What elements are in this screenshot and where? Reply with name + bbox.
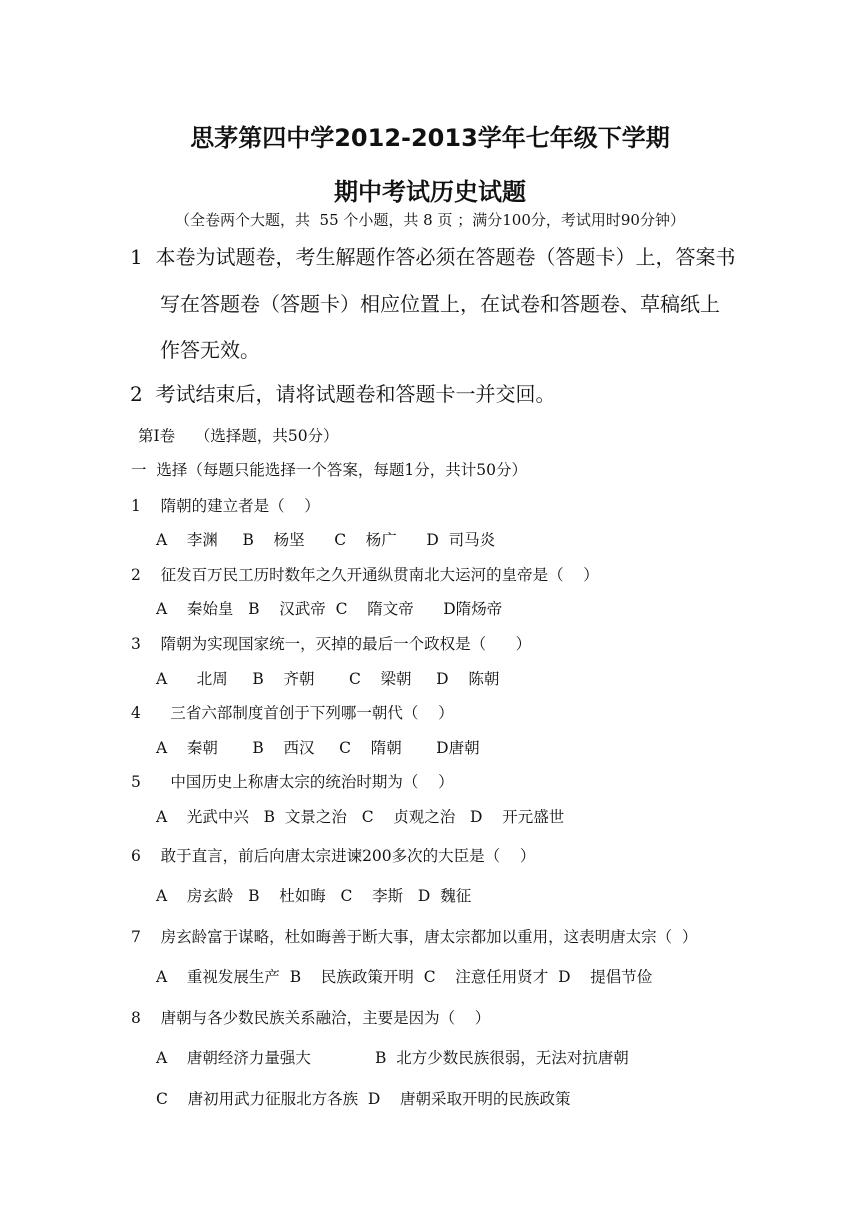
- note-1: 1 本卷为试题卷，考生解题作答必须在答题卷（答题卡）上，答案书: [130, 245, 736, 269]
- note-1-cont-2: 作答无效。: [160, 338, 260, 362]
- question-1-options: A 李渊 B 杨坚 C 杨广 D 司马炎: [156, 531, 496, 549]
- question-5-options: A 光武中兴 B 文景之治 C 贞观之治 D 开元盛世: [156, 808, 565, 826]
- question-4: 4 三省六部制度首创于下列哪一朝代（ ）: [131, 704, 454, 722]
- section-label: 一 选择（每题只能选择一个答案，每题1分，共计50分）: [131, 461, 527, 479]
- title-line-1: 思茅第四中学2012-2013学年七年级下学期: [190, 124, 670, 152]
- question-2: 2 征发百万民工历时数年之久开通纵贯南北大运河的皇帝是（ ）: [131, 566, 599, 584]
- note-2: 2 考试结束后，请将试题卷和答题卡一并交回。: [130, 382, 556, 406]
- question-7: 7 房玄龄富于谋略，杜如晦善于断大事，唐太宗都加以重用，这表明唐太宗（ ）: [131, 928, 698, 946]
- question-8-options-ab: A 唐朝经济力量强大 B 北方少数民族很弱，无法对抗唐朝: [156, 1049, 629, 1067]
- question-3: 3 隋朝为实现国家统一，灭掉的最后一个政权是（ ）: [131, 635, 532, 653]
- subtitle: （全卷两个大题，共 55 个小题，共 8 页 ；满分100分，考试用时90分钟）: [175, 211, 685, 229]
- question-5: 5 中国历史上称唐太宗的统治时期为（ ）: [131, 773, 454, 791]
- part-label: 第Ⅰ卷 （选择题，共50分）: [138, 427, 339, 445]
- question-6: 6 敢于直言，前后向唐太宗进谏200多次的大臣是（ ）: [131, 847, 536, 865]
- title-line-2: 期中考试历史试题: [334, 178, 526, 206]
- question-8-options-cd: C 唐初用武力征服北方各族 D 唐朝采取开明的民族政策: [156, 1090, 571, 1108]
- question-2-options: A 秦始皇 B 汉武帝 C 隋文帝 D隋炀帝: [156, 600, 503, 618]
- note-1-cont: 写在答题卷（答题卡）相应位置上，在试卷和答题卷、草稿纸上: [160, 292, 720, 316]
- question-4-options: A 秦朝 B 西汉 C 隋朝 D唐朝: [156, 739, 480, 757]
- question-8: 8 唐朝与各少数民族关系融洽，主要是因为（ ）: [131, 1009, 491, 1027]
- question-3-options: A 北周 B 齐朝 C 梁朝 D 陈朝: [156, 670, 500, 688]
- question-6-options: A 房玄龄 B 杜如晦 C 李斯 D 魏征: [156, 887, 472, 905]
- question-1: 1 隋朝的建立者是（ ）: [131, 497, 320, 515]
- question-7-options: A 重视发展生产 B 民族政策开明 C 注意任用贤才 D 提倡节俭: [156, 968, 653, 986]
